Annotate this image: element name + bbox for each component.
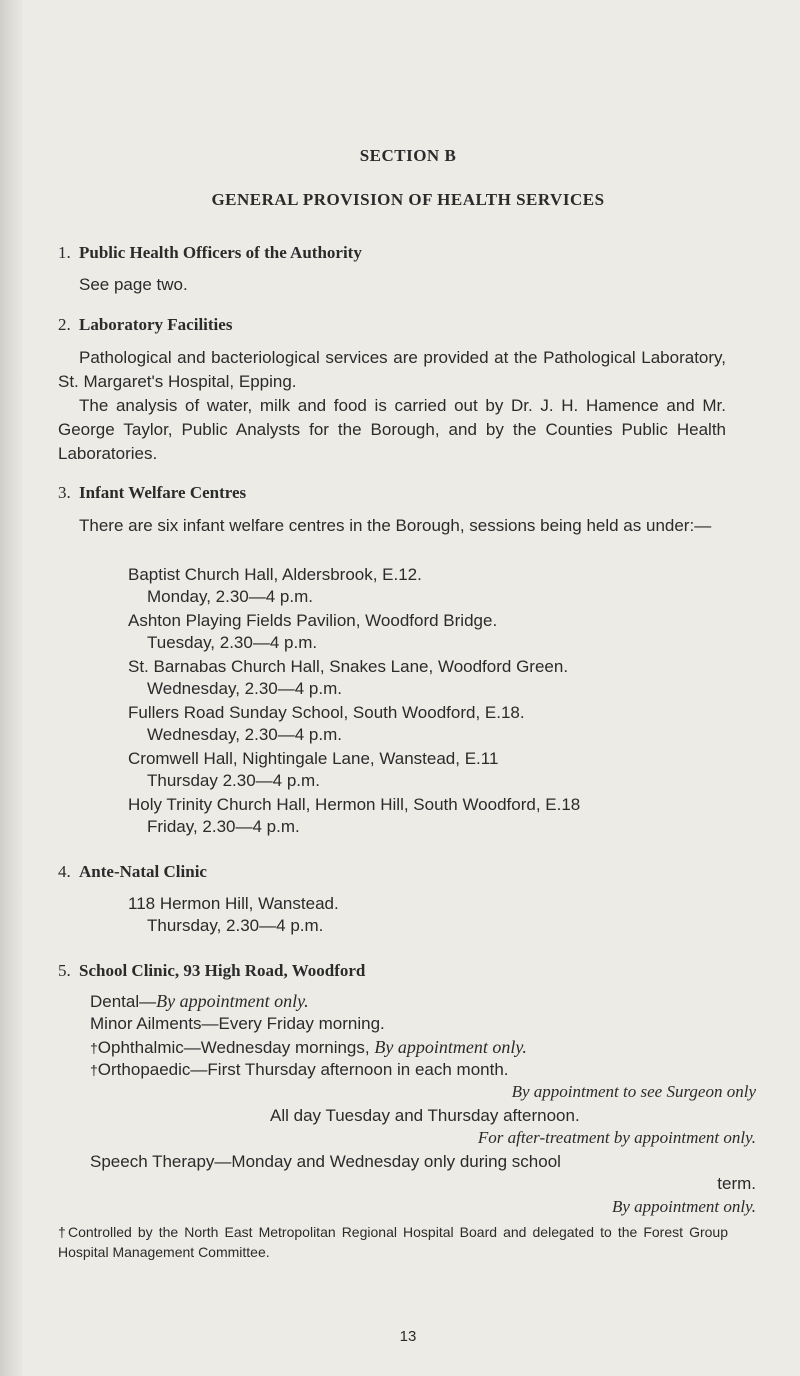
centre-place: Fullers Road Sunday School, South Woodford, E.18. [128, 703, 525, 722]
speech-therapy-line: Speech Therapy—Monday and Wednesday only during school [90, 1152, 561, 1171]
centre-time: Tuesday, 2.30—4 p.m. [147, 633, 318, 652]
centre-place: Holy Trinity Church Hall, Hermon Hill, South Woodford, E.18 [128, 795, 581, 814]
ophthalmic-line [90, 1036, 527, 1059]
clinic-time: Thursday, 2.30—4 p.m. [147, 916, 324, 935]
orthopaedic-line [90, 1059, 509, 1081]
centre-place: Ashton Playing Fields Pavilion, Woodford Bridge. [128, 611, 498, 630]
centre-place: St. Barnabas Church Hall, Snakes Lane, Woodford Green. [128, 657, 569, 676]
heading-number: 2. [58, 315, 71, 334]
footnote [58, 1222, 728, 1262]
orthopaedic-schedule: All day Tuesday and Thursday afternoon. [270, 1106, 580, 1125]
dental-label: Dental— [90, 992, 157, 1011]
page-binding-shadow [0, 0, 22, 1376]
speech-therapy-note: By appointment only. [611, 1197, 756, 1216]
orthopaedic-note: By appointment to see Surgeon only [511, 1082, 756, 1101]
centre-time: Friday, 2.30—4 p.m. [147, 817, 300, 836]
footnote-dagger: † [58, 1224, 68, 1240]
section-label: SECTION B [359, 146, 457, 165]
dagger-mark: † [90, 1062, 98, 1078]
heading-number: 1. [58, 243, 71, 262]
section-title: GENERAL PROVISION OF HEALTH SERVICES [211, 190, 605, 209]
heading-laboratory-facilities [58, 315, 232, 335]
heading-school-clinic [58, 961, 365, 981]
minor-ailments-line: Minor Ailments—Every Friday morning. [90, 1014, 385, 1033]
centre-place: Cromwell Hall, Nightingale Lane, Wanstead, E.11 [128, 749, 499, 768]
heading-text: Public Health Officers of the Authority [79, 243, 362, 262]
after-treatment-note: For after-treatment by appointment only. [477, 1128, 756, 1147]
dental-line [90, 990, 309, 1013]
ophthalmic-label: Ophthalmic—Wednesday mornings, [97, 1038, 375, 1057]
heading-ante-natal-clinic [58, 862, 207, 882]
centre-time: Thursday 2.30—4 p.m. [147, 771, 320, 790]
laboratory-paragraph-1: Pathological and bacteriological services are provided at the Pathological Laboratory, St. Margaret's Hospital, Epping. [58, 348, 726, 391]
centre-time: Wednesday, 2.30—4 p.m. [147, 725, 342, 744]
document-page [58, 0, 758, 1376]
heading-public-health-officers [58, 243, 362, 263]
infant-welfare-intro: There are six infant welfare centres in the Borough, sessions being held as under:— [79, 516, 712, 535]
heading-text: Infant Welfare Centres [79, 483, 247, 502]
heading-infant-welfare-centres [58, 483, 246, 503]
heading-text: Ante-Natal Clinic [79, 862, 207, 881]
heading-text: School Clinic, 93 High Road, Woodford [79, 961, 366, 980]
laboratory-paragraph-2: The analysis of water, milk and food is carried out by Dr. J. H. Hamence and Mr. George Taylor, Public Analysts for the Borough, and by the Counties Public Health Laboratories. [58, 396, 726, 463]
dental-note: By appointment only. [156, 991, 309, 1011]
page-number: 13 [399, 1328, 417, 1345]
centre-time: Monday, 2.30—4 p.m. [147, 587, 313, 606]
heading-number: 5. [58, 961, 71, 980]
footnote-text: Controlled by the North East Metropolitan Regional Hospital Board and delegated to the Forest Group Hospital Management Committee. [58, 1224, 728, 1260]
heading-number: 3. [58, 483, 71, 502]
ophthalmic-note: By appointment only. [374, 1037, 527, 1057]
see-page-text: See page two. [79, 275, 188, 294]
clinic-address: 118 Hermon Hill, Wanstead. [128, 894, 339, 913]
centre-time: Wednesday, 2.30—4 p.m. [147, 679, 342, 698]
dagger-mark: † [90, 1040, 98, 1056]
centre-place: Baptist Church Hall, Aldersbrook, E.12. [128, 565, 422, 584]
heading-text: Laboratory Facilities [79, 315, 233, 334]
heading-number: 4. [58, 862, 71, 881]
speech-therapy-term: term. [717, 1174, 756, 1193]
orthopaedic-label: Orthopaedic—First Thursday afternoon in each month. [97, 1060, 509, 1079]
